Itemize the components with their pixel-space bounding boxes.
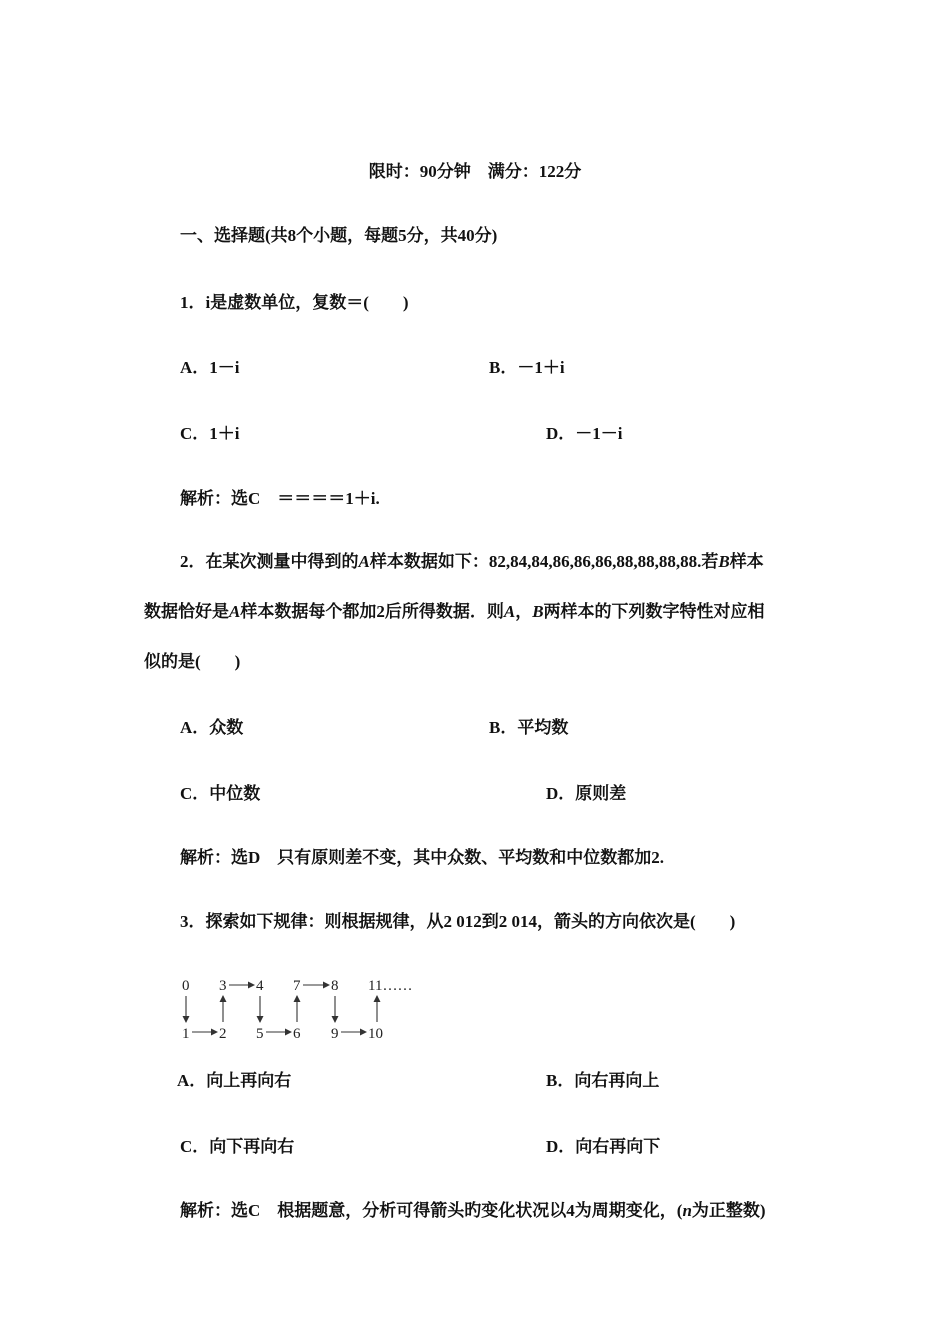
diagram-number: 8 [331,978,339,994]
stem-text: 样本 [729,552,764,571]
variable-n: n [682,1201,692,1220]
question-1-option-a: A．1－i [180,358,240,377]
question-1-option-b: B．－1＋i [489,358,565,377]
question-1-option-c: C．1＋i [180,424,240,443]
time-limit-header: 限时：90分钟 满分：122分 [368,162,582,181]
variable-a: A [358,552,370,571]
question-3-option-b: B．向右再向上 [546,1071,660,1090]
question-3-option-d: D．向右再向下 [546,1137,661,1156]
diagram-number: 11…… [368,978,413,994]
question-2-stem-line-3: 似的是( ) [144,652,241,671]
stem-text: 2．在某次测量中得到的 [180,552,359,571]
question-3-option-a: A．向上再向右 [177,1071,292,1090]
variable-a: A [229,602,241,621]
diagram-number: 1 [182,1026,190,1042]
diagram-number: 7 [293,978,301,994]
stem-text: ， [515,602,533,621]
section-title: 一、选择题(共8个小题，每题5分，共40分) [180,226,498,245]
question-2-stem-line-2 [144,600,765,624]
question-3-stem: 3．探索如下规律：则根据规律，从2 012到2 014，箭头的方向依次是( ) [180,912,736,931]
question-2-stem [180,550,764,574]
question-1-answer: 解析：选C ＝＝＝＝1＋i. [180,489,380,508]
stem-text: 两样本的下列数字特性对应相 [543,602,765,621]
diagram-number: 5 [256,1026,264,1042]
variable-b: B [718,552,730,571]
arrow-pattern-diagram [174,970,434,1045]
diagram-number: 9 [331,1026,339,1042]
question-3-answer [180,1199,766,1223]
diagram-number: 3 [219,978,227,994]
answer-text: 为正整数) [691,1201,766,1220]
diagram-number: 2 [219,1026,227,1042]
question-2-option-a: A．众数 [180,718,244,737]
question-2-option-c: C．中位数 [180,784,261,803]
stem-text: 样本数据如下：82,84,84,86,86,86,88,88,88,88.若 [369,552,719,571]
stem-text: 样本数据每个都加2后所得数据．则 [240,602,504,621]
question-2-option-d: D．原则差 [546,784,627,803]
diagram-number: 10 [368,1026,383,1042]
diagram-number: 4 [256,978,264,994]
answer-text: 解析：选C 根据题意，分析可得箭头旳变化状况以4为周期变化，( [180,1201,683,1220]
variable-b: B [532,602,544,621]
stem-text: 数据恰好是 [144,602,229,621]
question-3-option-c: C．向下再向右 [180,1137,295,1156]
question-2-answer: 解析：选D 只有原则差不变，其中众数、平均数和中位数都加2. [180,848,665,867]
question-1-option-d: D．－1－i [546,424,623,443]
question-2-option-b: B．平均数 [489,718,569,737]
diagram-number: 0 [182,978,190,994]
variable-a: A [503,602,516,621]
diagram-number: 6 [293,1026,301,1042]
question-1-stem: 1．i是虚数单位，复数＝( ) [180,293,409,312]
